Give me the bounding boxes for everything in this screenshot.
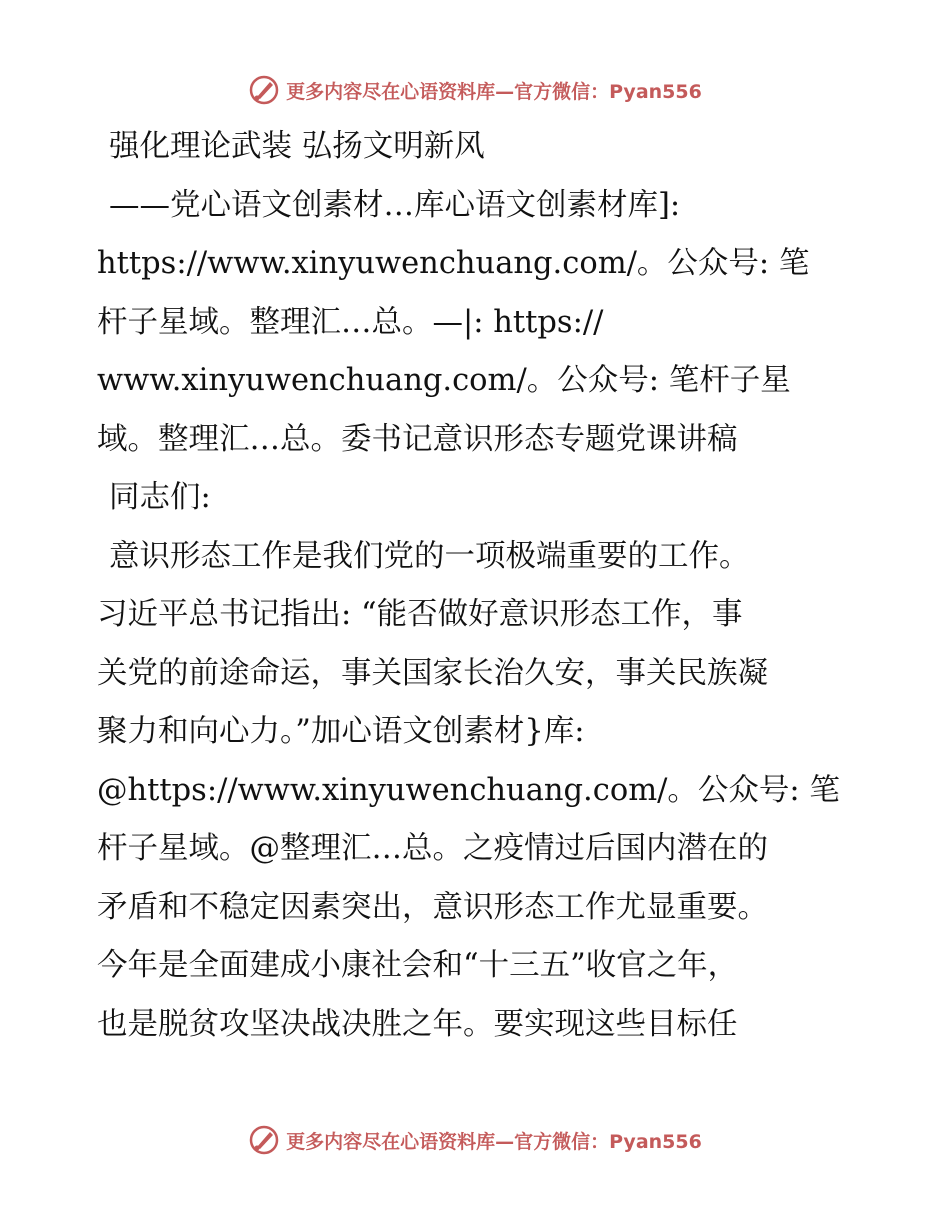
- text-line: 矛盾和不稳定因素突出，意识形态工作尤显重要。: [97, 889, 768, 925]
- header-watermark-text: 更多内容尽在心语资料库—官方微信：Pyan556: [286, 80, 702, 103]
- text-line: 域。整理汇…总。委书记意识形态专题党课讲稿: [97, 421, 738, 457]
- text-line: 杆子星域。整理汇…总。—|: https://: [97, 304, 604, 340]
- text-line: @https://www.xinyuwenchuang.com/。公众号: 笔: [97, 772, 840, 808]
- document-body: [97, 118, 857, 1054]
- text-line: 也是脱贫攻坚决战决胜之年。要实现这些目标任: [97, 1006, 738, 1042]
- brush-logo-icon: [248, 1124, 280, 1156]
- text-line: 今年是全面建成小康社会和“十三五”收官之年，: [97, 948, 739, 983]
- text-line: 习近平总书记指出: “能否做好意识形态工作，事: [97, 597, 743, 632]
- text-line: ——党心语文创素材…库心语文创素材库]:: [109, 187, 681, 223]
- text-line: 意识形态工作是我们党的一项极端重要的工作。: [109, 538, 750, 574]
- text-line: 杆子星域。@整理汇…总。之疫情过后国内潜在的: [97, 831, 768, 866]
- text-line: 关党的前途命运，事关国家长治久安，事关民族凝: [97, 655, 768, 691]
- footer-watermark-text: 更多内容尽在心语资料库—官方微信：Pyan556: [286, 1130, 702, 1153]
- text-line: https://www.xinyuwenchuang.com/。公众号: 笔: [97, 246, 810, 281]
- document-title: 强化理论武装 弘扬文明新风: [109, 129, 485, 164]
- header-watermark-banner: [0, 70, 950, 110]
- salutation: 同志们:: [109, 480, 211, 515]
- text-line: 聚力和向心力。”加心语文创素材}库:: [97, 714, 585, 749]
- footer-watermark-banner: [0, 1120, 950, 1160]
- brush-logo-icon: [248, 74, 280, 106]
- text-line: www.xinyuwenchuang.com/。公众号: 笔杆子星: [97, 363, 791, 398]
